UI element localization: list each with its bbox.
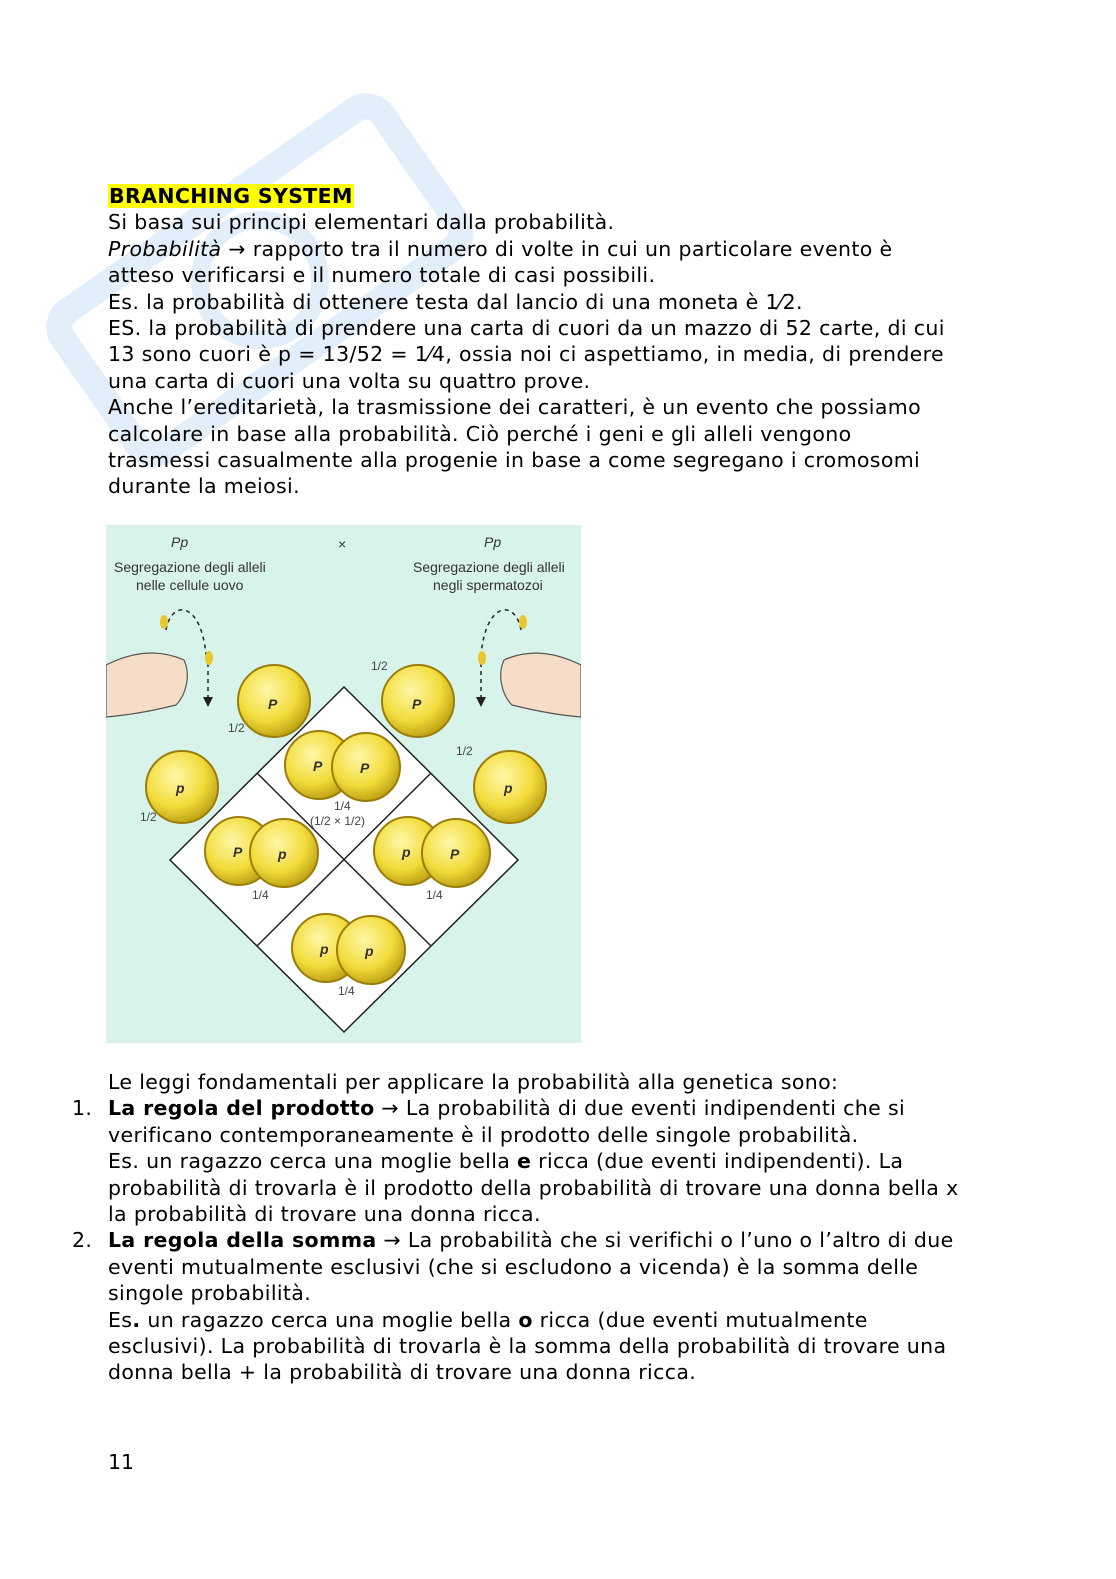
law-sum-title: La regola della somma — [108, 1228, 377, 1253]
law-product-number: 1. — [72, 1096, 93, 1121]
laws-intro: Le leggi fondamentali per applicare la probabilità alla genetica sono: — [108, 1070, 839, 1094]
coin-left — [146, 751, 218, 823]
label-quarter-left: 1/4 — [252, 888, 269, 902]
label-quarter-right: 1/4 — [426, 888, 443, 902]
laws-block — [72, 1069, 1028, 1386]
left-caption-1: Segregazione degli alleli — [114, 559, 266, 575]
svg-text:P: P — [360, 760, 370, 776]
right-genotype: Pp — [484, 534, 502, 550]
coin-pair-Pp-left — [205, 817, 318, 887]
coin-pair-PP — [285, 731, 400, 801]
law-product-title: La regola del prodotto — [108, 1096, 375, 1121]
law-sum-number: 2. — [72, 1228, 93, 1253]
coin-top-right — [382, 665, 454, 737]
svg-text:P: P — [268, 696, 278, 712]
label-quarter-bottom: 1/4 — [338, 984, 355, 998]
example-cards-3: una carta di cuori una volta su quattro prove. — [108, 368, 591, 393]
definition-line-2: atteso verificarsi e il numero totale di casi possibili. — [108, 263, 656, 288]
label-quarter-top: 1/4 — [334, 799, 351, 813]
law-product: 1. La regola del prodotto → La probabilità di due eventi indipendenti che si verificano contemporaneamente è il prodotto delle singole probabilità. Es. un ragazzo cerca una moglie bella e ricca (due eventi indipendenti). La probabilità di trovarla è il prodotto della probabilità di trovare una donna bella x la probabilità di trovare una donna ricca. — [72, 1096, 959, 1227]
label-half-left: 1/2 — [140, 810, 157, 824]
svg-text:P: P — [313, 758, 323, 774]
svg-text:p: p — [176, 780, 185, 796]
example-coin: Es. la probabilità di ottenere testa dal lancio di una moneta è 1⁄2. — [108, 289, 803, 314]
right-hand-icon — [501, 653, 581, 717]
definition-line: Probabilità → rapporto tra il numero di volte in cui un particolare evento è — [108, 236, 893, 261]
paragraph-line-1: Anche l’ereditarietà, la trasmissione dei caratteri, è un evento che possiamo — [108, 395, 921, 420]
law-sum: 2. La regola della somma → La probabilità che si verifichi o l’uno o l’altro di due eventi mutualmente esclusivi (che si escludono a vicenda) è la somma delle singole probabilità. Es. un ragazzo cerca una moglie bella o ricca (due eventi mutualmente esclusivi). La probabilità di trovarla è la somma della probabilità di trovare una donna bella + la probabilità di trovare una donna ricca. — [72, 1228, 954, 1385]
figure-drawing — [106, 525, 581, 1043]
svg-text:p: p — [320, 941, 329, 957]
coin-right — [474, 751, 546, 823]
svg-text:p: p — [504, 780, 513, 796]
svg-text:p: p — [278, 846, 287, 862]
label-quarter-formula: (1/2 × 1/2) — [310, 814, 366, 828]
punnett-coin-figure — [106, 525, 581, 1043]
paragraph-line-4: durante la meiosi. — [108, 474, 300, 499]
left-caption-2: nelle cellule uovo — [136, 577, 244, 593]
coin-top-left — [238, 665, 310, 737]
section-heading: BRANCHING SYSTEM — [109, 184, 353, 208]
label-half-top-left: 1/2 — [228, 721, 245, 735]
svg-text:P: P — [450, 846, 460, 862]
label-half-right: 1/2 — [456, 744, 473, 758]
svg-text:P: P — [412, 696, 422, 712]
svg-text:p: p — [365, 943, 374, 959]
svg-text:P: P — [233, 844, 243, 860]
paragraph-line-3: trasmessi casualmente alla progenie in base a come segregano i cromosomi — [108, 448, 921, 473]
example-cards-1: ES. la probabilità di prendere una carta di cuori da un mazzo di 52 carte, di cui — [108, 316, 945, 341]
coin-pair-pP-right — [374, 817, 490, 887]
label-half-top-right: 1/2 — [371, 659, 388, 673]
intro-line: Si basa sui principi elementari dalla probabilità. — [108, 210, 615, 235]
cross-symbol: × — [338, 536, 347, 552]
left-genotype: Pp — [171, 534, 189, 550]
paragraph-line-2: calcolare in base alla probabilità. Ciò perché i geni e gli alleli vengono — [108, 421, 852, 446]
page-number: 11 — [108, 1450, 135, 1474]
right-caption-1: Segregazione degli alleli — [413, 559, 565, 575]
text-block — [108, 183, 1028, 500]
probability-term: Probabilità — [108, 236, 222, 261]
right-caption-2: negli spermatozoi — [433, 577, 543, 593]
coin-pair-pp — [292, 914, 405, 984]
example-cards-2: 13 sono cuori è p = 13/52 = 1⁄4, ossia noi ci aspettiamo, in media, di prendere — [108, 342, 944, 367]
svg-text:p: p — [402, 844, 411, 860]
left-hand-icon — [106, 653, 187, 717]
